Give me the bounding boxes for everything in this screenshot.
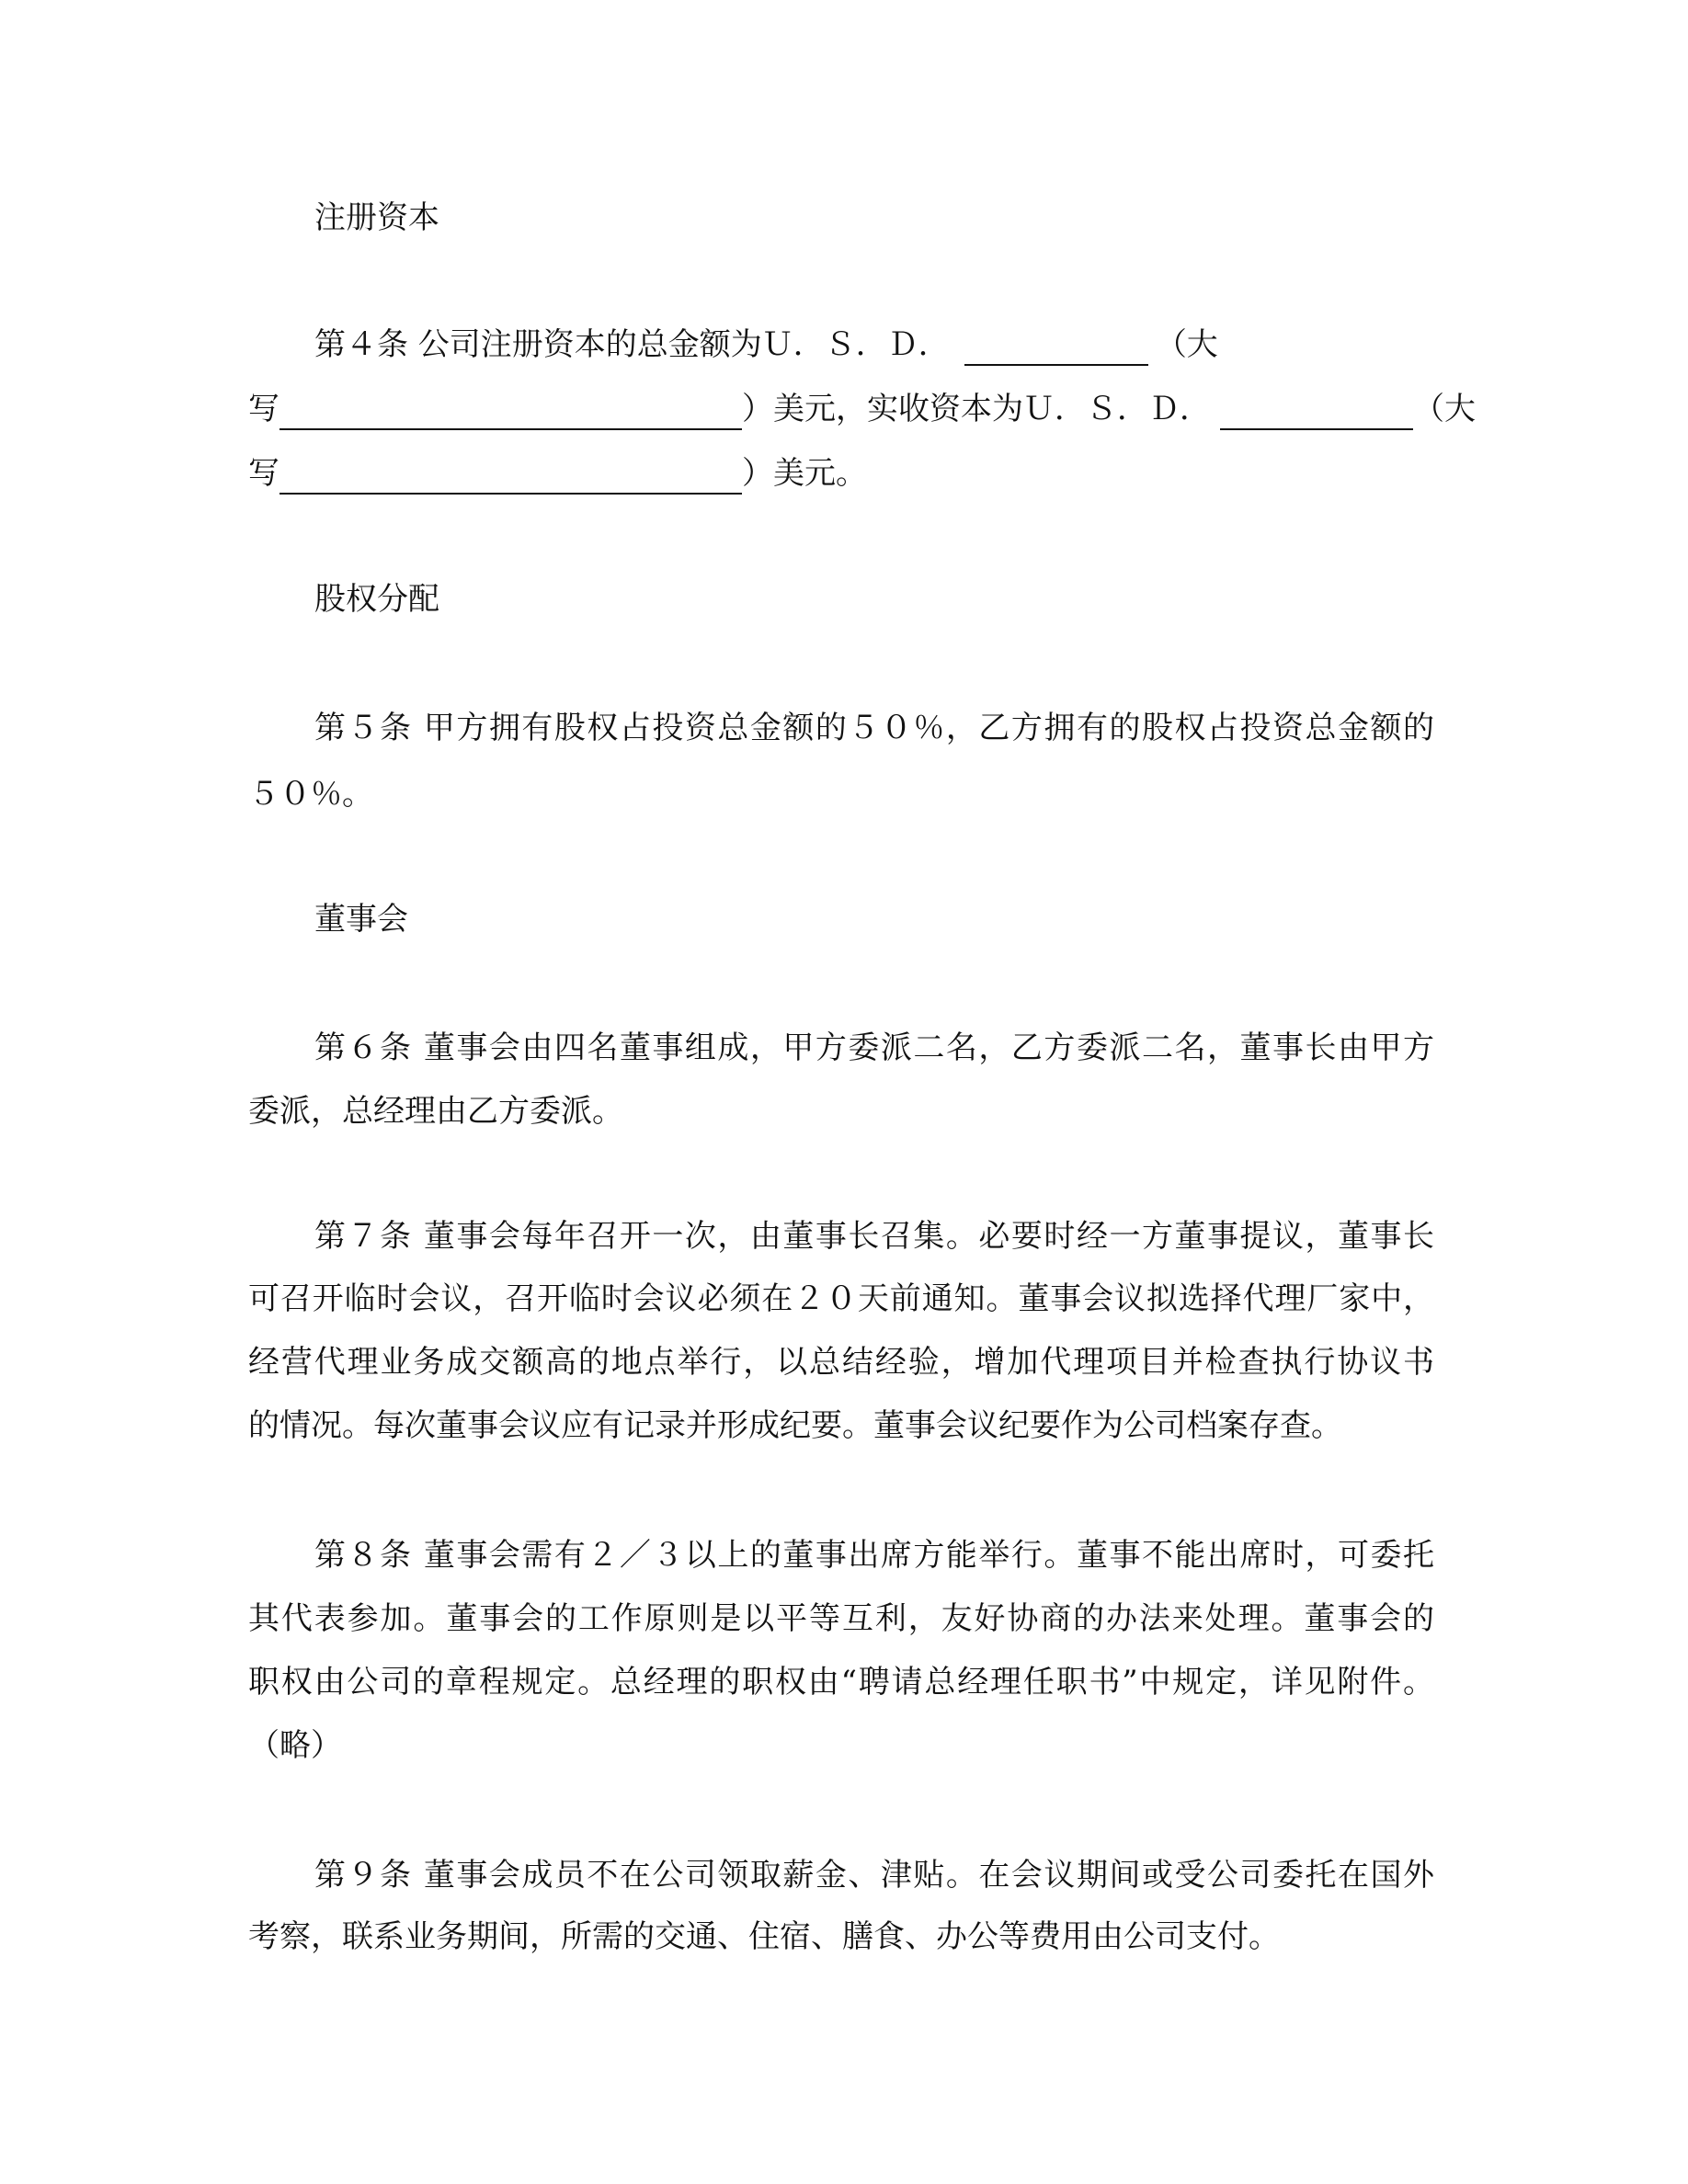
article-4-line-1 — [314, 324, 1434, 366]
blank-paid-capital-usd[interactable] — [1220, 393, 1413, 430]
article-8-line: 第８条 董事会需有２／３以上的董事出席方能举行。董事不能出席时，可委托 — [314, 1537, 1434, 1574]
blank-paid-capital-words[interactable] — [279, 458, 742, 495]
article-7-line: 可召开临时会议，召开临时会议必须在２０天前通知。董事会议拟选择代理厂家中， — [248, 1280, 1434, 1317]
article-7-line: 的情况。每次董事会议应有记录并形成纪要。董事会议纪要作为公司档案存查。 — [248, 1407, 1342, 1444]
heading-registered-capital: 注册资本 — [314, 199, 439, 236]
article-7-line: 经营代理业务成交额高的地点举行，以总结经验，增加代理项目并检查执行协议书 — [248, 1344, 1434, 1381]
text: （大 — [1155, 326, 1218, 363]
article-8-line: 职权由公司的章程规定。总经理的职权由“聘请总经理任职书”中规定，详见附件。 — [248, 1664, 1434, 1701]
article-9-line: 第９条 董事会成员不在公司领取薪金、津贴。在会议期间或受公司委托在国外 — [314, 1857, 1434, 1894]
text: 写 — [248, 391, 279, 427]
article-6-line: 第６条 董事会由四名董事组成，甲方委派二名，乙方委派二名，董事长由甲方 — [314, 1029, 1434, 1066]
text: 第４条 公司注册资本的总金额为Ｕ．Ｓ．Ｄ． — [314, 326, 950, 363]
blank-amount-words[interactable] — [279, 393, 742, 430]
text: （大 — [1413, 391, 1476, 427]
article-7-line: 第７条 董事会每年召开一次，由董事长召集。必要时经一方董事提议，董事长 — [314, 1218, 1434, 1255]
text: ）美元。 — [742, 455, 867, 492]
article-5-line: 第５条 甲方拥有股权占投资总金额的５０％，乙方拥有的股权占投资总金额的 — [314, 710, 1434, 746]
article-4-line-3 — [248, 452, 1434, 495]
text: 写 — [248, 455, 279, 492]
article-8-line: （略） — [248, 1727, 342, 1764]
blank-amount-usd[interactable] — [964, 329, 1148, 366]
article-6-line: 委派，总经理由乙方委派。 — [248, 1093, 623, 1130]
article-9-line: 考察，联系业务期间，所需的交通、住宿、膳食、办公等费用由公司支付。 — [248, 1918, 1280, 1955]
article-5-line: ５０％。 — [248, 776, 373, 813]
article-8-line: 其代表参加。董事会的工作原则是以平等互利，友好协商的办法来处理。董事会的 — [248, 1600, 1434, 1637]
heading-equity: 股权分配 — [314, 581, 439, 618]
heading-board: 董事会 — [314, 901, 408, 938]
text: ）美元，实收资本为Ｕ．Ｓ．Ｄ． — [742, 391, 1211, 427]
article-4-line-2 — [248, 388, 1476, 430]
